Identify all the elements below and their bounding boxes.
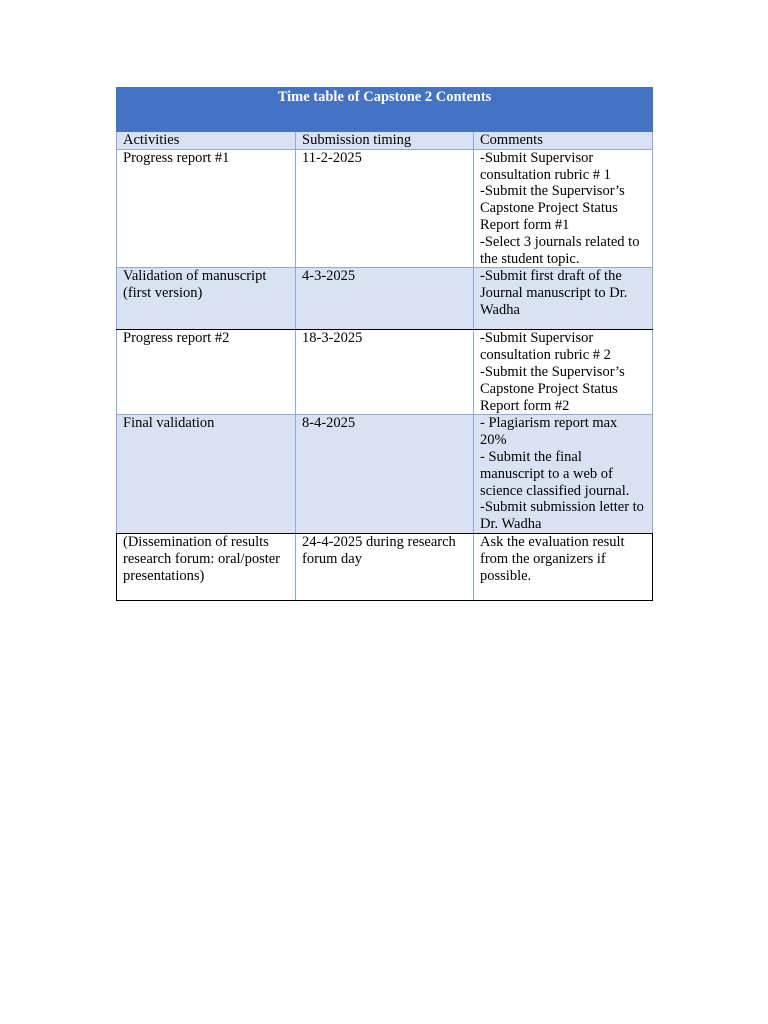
timing-cell [296, 149, 474, 268]
activity-text: Validation of manuscript (first version) [123, 268, 267, 302]
header-submission-timing: Submission timing [296, 132, 474, 150]
comment-line: -Submit submission letter to Dr. Wadha [480, 499, 644, 533]
timing-text: 11-2-2025 [302, 149, 362, 166]
table-header-row [117, 132, 653, 150]
timing-text: 8-4-2025 [302, 415, 356, 432]
timing-text: 24-4-2025 during research forum day [302, 533, 456, 567]
activity-text: Progress report #2 [123, 330, 230, 347]
comment-line: -Submit first draft of the Journal manuscript to Dr. Wadha [480, 268, 628, 318]
table-row [117, 268, 653, 330]
comment-line: - Submit the final manuscript to a web of science classified journal. [480, 448, 630, 499]
comments-cell [474, 149, 653, 268]
table-row [117, 533, 653, 600]
comment-line: -Select 3 journals related to the student topic. [480, 233, 640, 267]
activity-text: Final validation [123, 415, 215, 432]
comments-cell [474, 268, 653, 330]
timing-text: 18-3-2025 [302, 330, 363, 347]
timing-cell [296, 268, 474, 330]
table-row [117, 415, 653, 534]
timing-cell [296, 330, 474, 415]
comment-line: - Plagiarism report max 20% [480, 415, 618, 449]
table-row [117, 149, 653, 268]
capstone-timetable [116, 87, 653, 601]
activity-cell [117, 415, 296, 534]
timing-cell [296, 533, 474, 600]
comment-line: -Submit Supervisor consultation rubric # 2 [480, 330, 611, 364]
activity-cell [117, 533, 296, 600]
activity-cell [117, 330, 296, 415]
table-title-row [117, 88, 653, 132]
capstone-timetable-container [116, 87, 652, 601]
comments-cell [474, 533, 653, 600]
table-row [117, 330, 653, 415]
comment-line: -Submit the Supervisor’s Capstone Project Status Report form #2 [480, 363, 625, 414]
activity-cell [117, 268, 296, 330]
header-activities: Activities [117, 132, 296, 150]
activity-cell [117, 149, 296, 268]
activity-text: Progress report #1 [123, 149, 230, 166]
timing-cell [296, 415, 474, 534]
activity-text: (Dissemination of results research forum: oral/poster presentations) [123, 533, 281, 584]
timing-text: 4-3-2025 [302, 268, 356, 285]
comments-cell [474, 415, 653, 534]
comment-line: Ask the evaluation result from the organizers if possible. [480, 533, 625, 584]
comments-cell [474, 330, 653, 415]
table-title: Time table of Capstone 2 Contents [117, 88, 653, 132]
header-comments: Comments [474, 132, 653, 150]
comment-line: -Submit Supervisor consultation rubric # 1 [480, 149, 611, 183]
comment-line: -Submit the Supervisor’s Capstone Project Status Report form #1 [480, 183, 625, 233]
